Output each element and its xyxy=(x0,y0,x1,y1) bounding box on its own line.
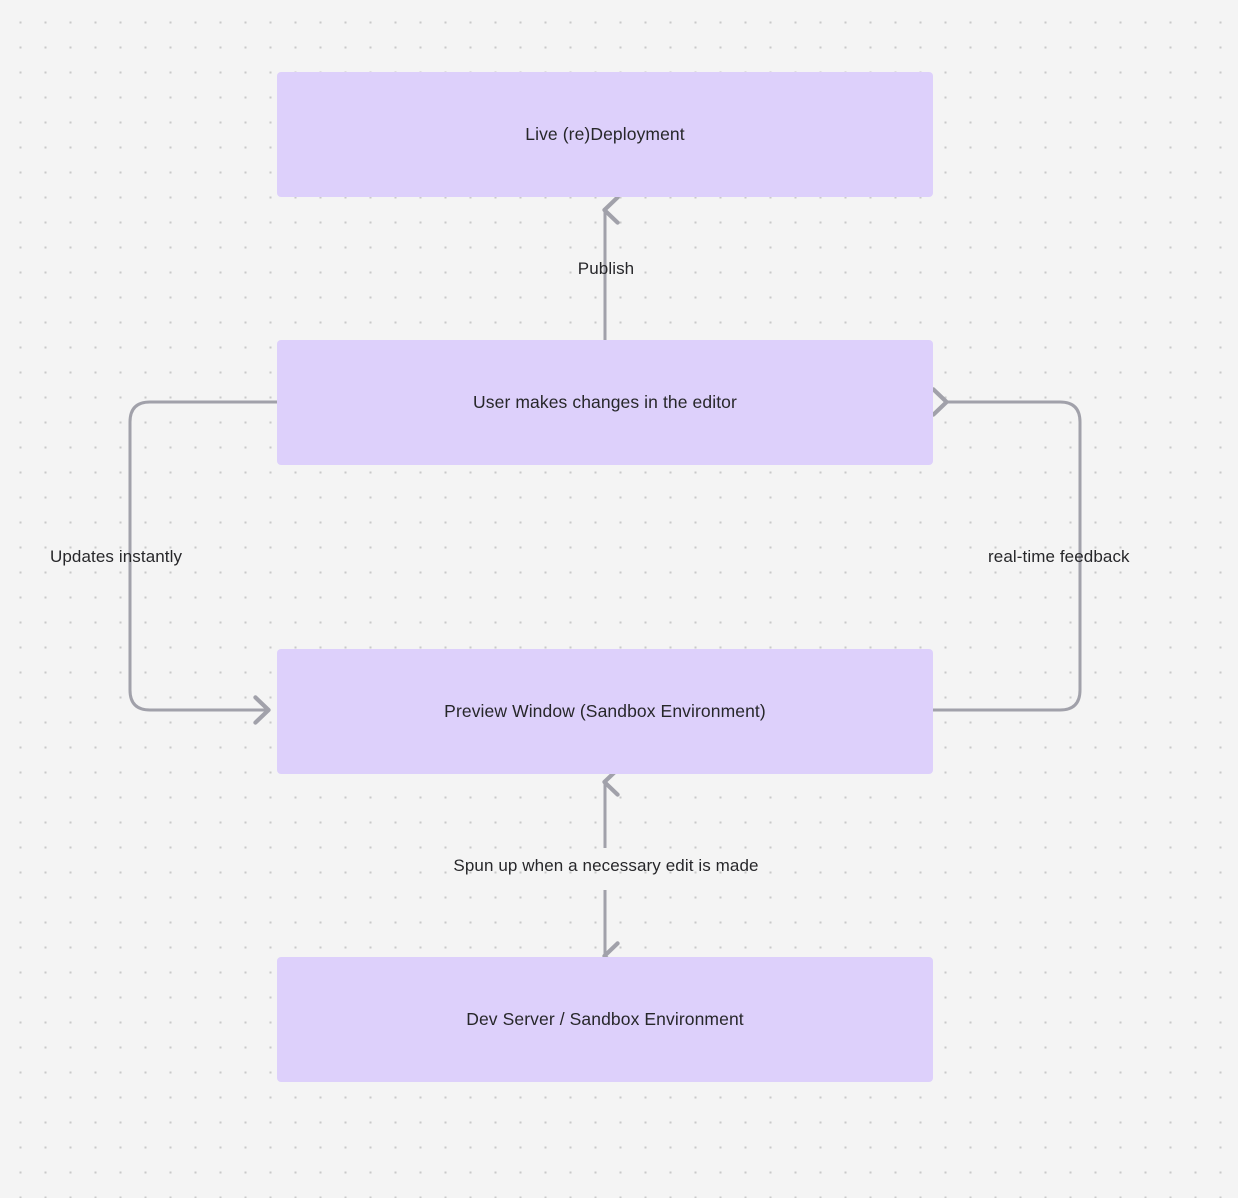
node-label: User makes changes in the editor xyxy=(473,392,737,412)
node-dev-server[interactable] xyxy=(277,957,933,1082)
node-user-makes-changes[interactable] xyxy=(277,340,933,465)
node-label: Preview Window (Sandbox Environment) xyxy=(444,701,766,721)
edge-label-updates-instantly: Updates instantly xyxy=(50,547,183,566)
node-label: Dev Server / Sandbox Environment xyxy=(466,1009,744,1029)
node-label: Live (re)Deployment xyxy=(525,124,685,144)
edge-label-spun-up: Spun up when a necessary edit is made xyxy=(453,856,759,875)
node-preview-window[interactable] xyxy=(277,649,933,774)
node-live-redeployment[interactable] xyxy=(277,72,933,197)
edge-label-real-time-feedback: real-time feedback xyxy=(988,547,1130,566)
edge-label-publish: Publish xyxy=(577,259,635,278)
